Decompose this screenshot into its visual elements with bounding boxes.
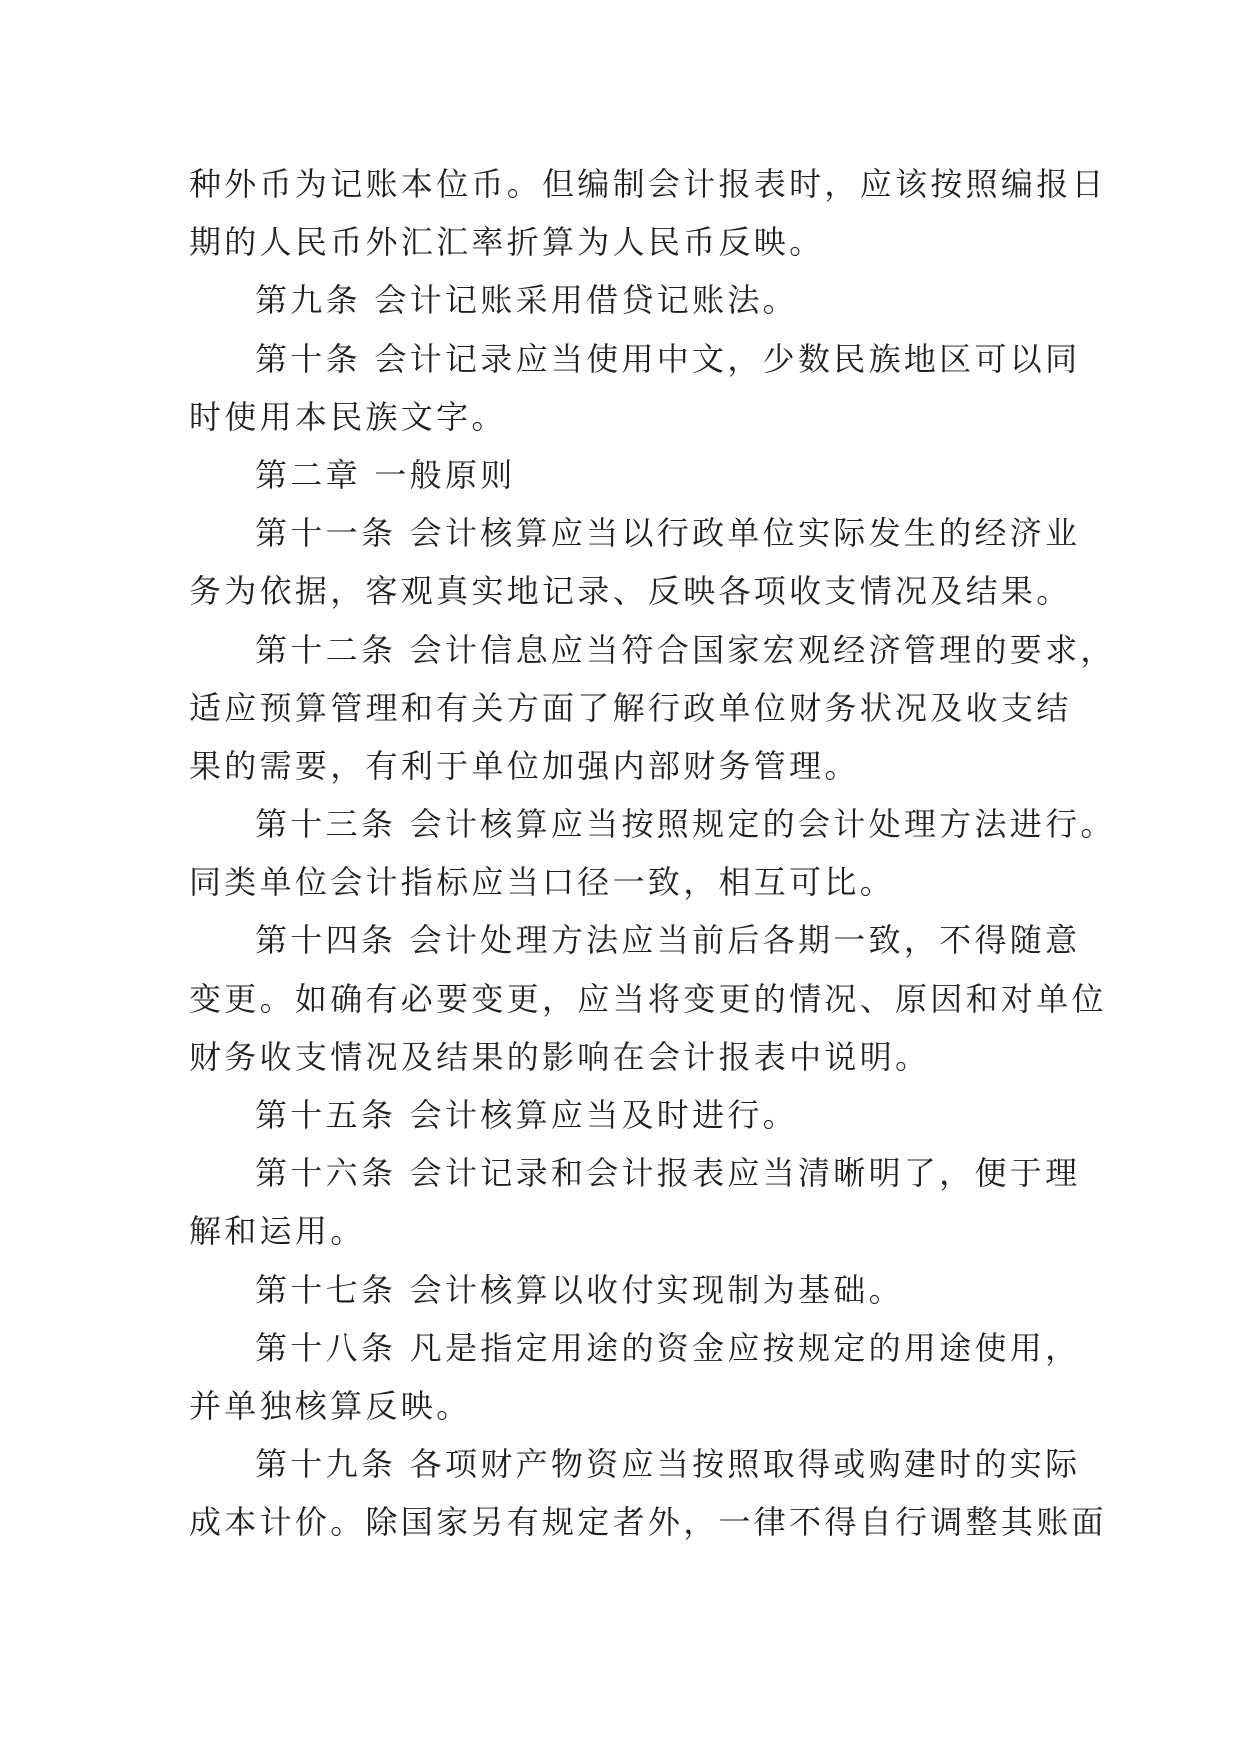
article-18: 第十八条 凡是指定用途的资金应按规定的用途使用，: [255, 1328, 1081, 1367]
text-line: 成本计价。除国家另有规定者外，一律不得自行调整其账面: [189, 1503, 1107, 1542]
text-line: 适应预算管理和有关方面了解行政单位财务状况及收支结: [189, 688, 1072, 727]
article-15: 第十五条 会计核算应当及时进行。: [255, 1096, 798, 1134]
text-line: 务为依据，客观真实地记录、反映各项收支情况及结果。: [189, 572, 1072, 611]
document-body: [189, 155, 1116, 1552]
article-9: 第九条 会计记账采用借贷记账法。: [255, 281, 798, 320]
text-line: 种外币为记账本位币。但编制会计报表时，应该按照编报日: [189, 165, 1107, 203]
article-14: 第十四条 会计处理方法应当前后各期一致，不得随意: [255, 921, 1081, 960]
article-16: 第十六条 会计记录和会计报表应当清晰明了，便于理: [255, 1154, 1081, 1193]
text-line: 财务收支情况及结果的影响在会计报表中说明。: [189, 1037, 931, 1076]
text-line: 同类单位会计指标应当口径一致，相互可比。: [189, 863, 896, 902]
article-10: 第十条 会计记录应当使用中文，少数民族地区可以同: [255, 339, 1081, 378]
text-line: 果的需要，有利于单位加强内部财务管理。: [189, 746, 860, 785]
text-line: 解和运用。: [189, 1212, 366, 1251]
chapter-heading: 第二章 一般原则: [255, 455, 516, 494]
text-line: 变更。如确有必要变更，应当将变更的情况、原因和对单位: [189, 979, 1107, 1018]
article-17: 第十七条 会计核算以收付实现制为基础。: [255, 1270, 904, 1309]
text-line: 期的人民币外汇汇率折算为人民币反映。: [189, 223, 825, 262]
text-line: 时使用本民族文字。: [189, 397, 507, 436]
text-line: 并单独核算反映。: [189, 1386, 472, 1425]
article-19: 第十九条 各项财产物资应当按照取得或购建时的实际: [255, 1445, 1081, 1484]
article-12: 第十二条 会计信息应当符合国家宏观经济管理的要求，: [255, 630, 1116, 669]
article-13: 第十三条 会计核算应当按照规定的会计处理方法进行。: [255, 805, 1116, 844]
article-11: 第十一条 会计核算应当以行政单位实际发生的经济业: [255, 514, 1081, 553]
